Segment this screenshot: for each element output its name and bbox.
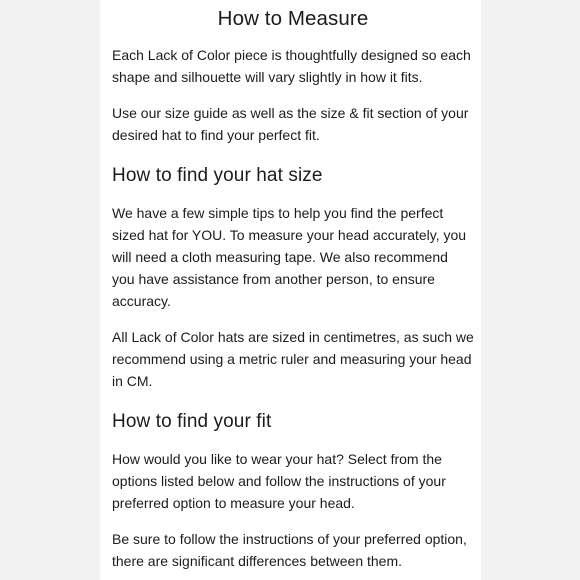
section-paragraph: All Lack of Color hats are sized in centimetres, as such we recommend using a metric ruler and measuring your head in CM. (112, 329, 474, 389)
measure-guide-content (112, 0, 474, 572)
section-heading-hat-size: How to find your hat size (112, 165, 323, 186)
section-paragraph: How would you like to wear your hat? Select from the options listed below and follow the instructions of your preferred option to measure your head. (112, 451, 446, 511)
section-paragraph: We have a few simple tips to help you find the perfect sized hat for YOU. To measure your head accurately, you will need a cloth measuring tape. We also recommend you have assistance from another person, to ensure accuracy. (112, 205, 467, 309)
page-title: How to Measure (217, 7, 369, 30)
section-heading-fit: How to find your fit (112, 411, 272, 432)
intro-paragraph: Use our size guide as well as the size & fit section of your desired hat to find your perfect fit. (112, 105, 469, 143)
intro-paragraph: Each Lack of Color piece is thoughtfully designed so each shape and silhouette will vary slightly in how it fits. (112, 47, 471, 85)
measure-guide-page (100, 0, 481, 580)
section-paragraph: Be sure to follow the instructions of your preferred option, there are significant differences between them. (112, 531, 467, 569)
